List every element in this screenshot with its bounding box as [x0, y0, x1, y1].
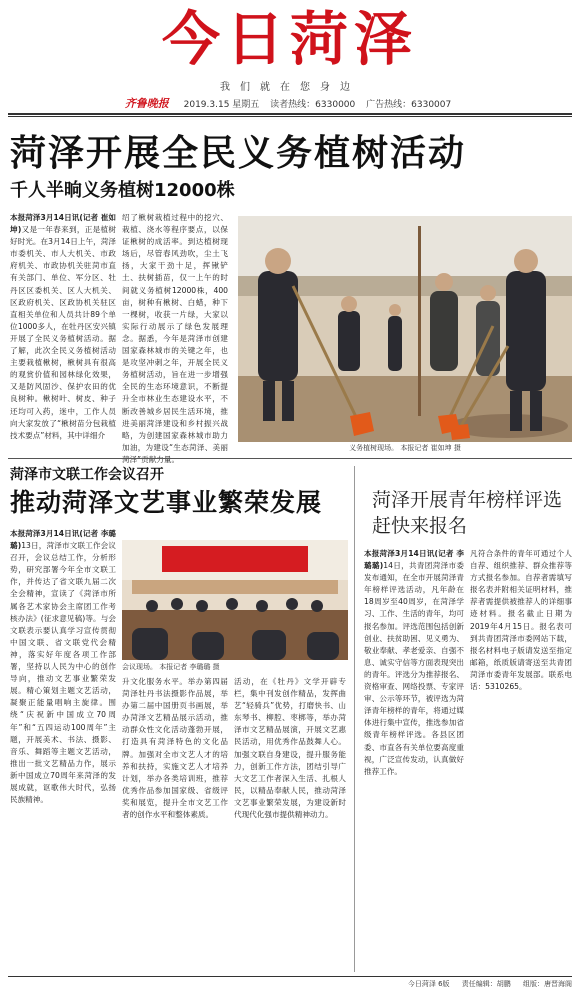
youth-column-2: 凡符合条件的青年可通过个人自荐、组织推荐、群众推荐等方式报名参加。自荐者需填写报名表并附相关证明材料，推荐者需提供被推荐人的详细事迹材料。报名截止日期为2019年4月15日。报名表可到共青团菏泽市委网站下载，报名材料电子版请发送至指定邮箱，纸质版请寄送至共青团菏泽市委青年发展部。联系电话：5310265。: [470, 549, 572, 692]
culture-column-1: 本报菏泽3月14日讯(记者 李璐璐)13日，菏泽市文联工作会议召开，会议总结工作，分析形势，研究部署今年全市文联工作，并传达了省文联九届二次全会精神，宣读了《菏泽市所属各艺术家协会主席团工作考核办法》(征求意见稿)等。与会文联表示要认真学习宣传贯彻中国文联、省文联党代会精神，落实好年度各项工作部署，坚持以人民为中心的创作导向，推动文艺事业繁荣发展。精心策划主题文艺活动，凝聚正能量唱响主旋律。围绕“庆祝新中国成立70周年”和“五四运动100周年”主题，开展美术、书法、摄影、音乐、舞蹈等主题文艺活动，推出一批文艺精品力作，展示新中国成立70周年来菏泽的发展成就，讴歌伟大时代，弘扬民族精神。: [10, 529, 116, 805]
culture-column-2: 升文化服务水平。举办第四届菏泽牡丹书法摄影作品展，举办第二届中国册页书画展，举办菏泽文艺精品展示活动，推动群众性文化活动蓬勃开展，打造具有菏泽特色的文化品牌。加强对全市文艺人才的培养和扶持，实施文艺人才培养计划，举办各类培训班，推荐优秀作品参加国家级、省级评奖和展览，提升全市文艺工作者的创作水平和整体素质。: [122, 677, 228, 820]
youth-headline-line1: 菏泽开展青年榜样评选: [372, 489, 563, 511]
lead-column-1: 本报菏泽3月14日讯(记者 崔如坤)又是一年春来到，正是植树好时光。在3月14日上午，菏泽市委机关、市人大机关、市政府机关、市政协机关驻菏市直有关部门、单位、军分区、牡丹区区委机关、区人大机关、区政府机关、区政协机关驻区直相关单位和人员共计89个单位1000多人，在牡丹区安兴镇开展了全民义务植树活动。据了解，此次全民义务植树活动主要栽植楸树，楸树具有很高的观赏价值和园林绿化效果，又是防风固沙、保护农田的优良树种。楸树叶、树皮、种子还均可入药，迷中，工作人员向大家发放了“楸树苗分包栽植技术要点”材料，其中详细介: [10, 213, 116, 440]
youth-headline-line2: 赶快来报名: [372, 515, 468, 537]
lead-photo-caption: 义务植树现场。 本报记者 崔如坤 摄: [349, 444, 461, 452]
page-number: 今日菏泽 6版: [407, 980, 450, 988]
newspaper-title: 今日菏泽: [161, 5, 418, 73]
culture-dateline: 本报菏泽3月14日讯(记者 李璐璐): [10, 529, 116, 551]
masthead-rule-thin: [8, 116, 572, 117]
masthead: [0, 0, 580, 120]
youth-column-1: 本报菏泽3月14日讯(记者 李璐璐)14日，共青团菏泽市委发布通知，在全市开展菏泽青年榜样评选活动，凡年龄在18周岁至40周岁，在菏泽学习、工作、生活的青年，均可报名参加。评选范围包括创新创业、扶贫助困、见义勇为、敬业奉献、孝老爱亲、自强不息、诚实守信等方面表现突出的青年。评选分为推荐报名、资格审查、网络投票、专家评审、公示等环节，被评选为菏泽青年榜样的青年，将通过媒体进行集中宣传，推选参加省级青年榜样评选。各县区团委、市直各有关单位要高度重视，广泛宣传发动，认真做好推荐工作。: [364, 549, 464, 776]
issue-info: [0, 95, 580, 111]
reader-hotline: 读者热线：6330000: [270, 100, 356, 110]
ad-hotline: 广告热线：6330007: [366, 100, 452, 110]
meeting-photo: [122, 540, 348, 660]
column-divider: [354, 466, 355, 972]
culture-photo-caption: 会议现场。 本报记者 李璐璐 摄: [122, 663, 220, 671]
section-divider: [8, 458, 572, 459]
tree-planting-photo: [238, 216, 572, 442]
design-credit: 组版：唐晋海阁: [523, 980, 572, 988]
masthead-rule: [8, 113, 572, 115]
culture-headline: 推动菏泽文艺事业繁荣发展: [10, 488, 323, 517]
lead-headline: 菏泽开展全民义务植树活动: [10, 133, 467, 174]
brand-logo: 齐鲁晚报: [124, 97, 169, 110]
editor-credit: 责任编辑：胡鹏: [461, 980, 511, 988]
lead-column-2: 绍了楸树栽植过程中的挖穴、栽植、浇水等程序要点，以保证楸树的成活率。到达植树现场后，尽管春风劲吹，尘土飞扬，大家干劲十足，挥锹铲土、扶树插苗，仅一上午的时间就义务植树12000株，400亩，树种有楸树、白蜡，种下一棵树，收获一片绿，大家以实际行动展示了绿色发展理念。据悉，今年是菏泽市创建国家森林城市的关键之年，也是攻坚冲刺之年，开展全民义务植树活动，旨在进一步增强全民的生态环境意识，不断提升全市林业生态建设水平，不断改善城乡居民生活环境，推进美丽菏泽建设和乡村振兴战略，为创建国家森林城市助力加油，为建设“生态菏泽、美丽菏泽”贡献力量。: [122, 213, 228, 464]
newspaper-slogan: 我们就在您身边: [220, 82, 360, 93]
lead-subheadline: 千人半晌义务植树12000株: [10, 180, 235, 201]
issue-date: 2019.3.15 星期五: [183, 100, 260, 110]
lead-dateline: 本报菏泽3月14日讯(记者 崔如坤): [10, 213, 116, 235]
page-footer: [8, 976, 572, 989]
culture-kicker: 菏泽市文联工作会议召开: [10, 467, 164, 483]
culture-column-3: 活动，在《牡丹》文学开辟专栏，集中刊发创作精品，发挥曲艺“轻骑兵”优势，打磨快书、山东琴书、柳腔、枣梆等，举办菏泽市文艺精品展演，开展文艺惠民活动，用优秀作品鼓舞人心。加强文联自身建设，提升服务能力，创新工作方法，团结引导广大文艺工作者深入生活、扎根人民，以精品奉献人民，推动菏泽文艺事业繁荣发展，为建设新时代现代化强市提供精神动力。: [234, 677, 346, 820]
youth-dateline: 本报菏泽3月14日讯(记者 李璐璐): [364, 549, 464, 571]
